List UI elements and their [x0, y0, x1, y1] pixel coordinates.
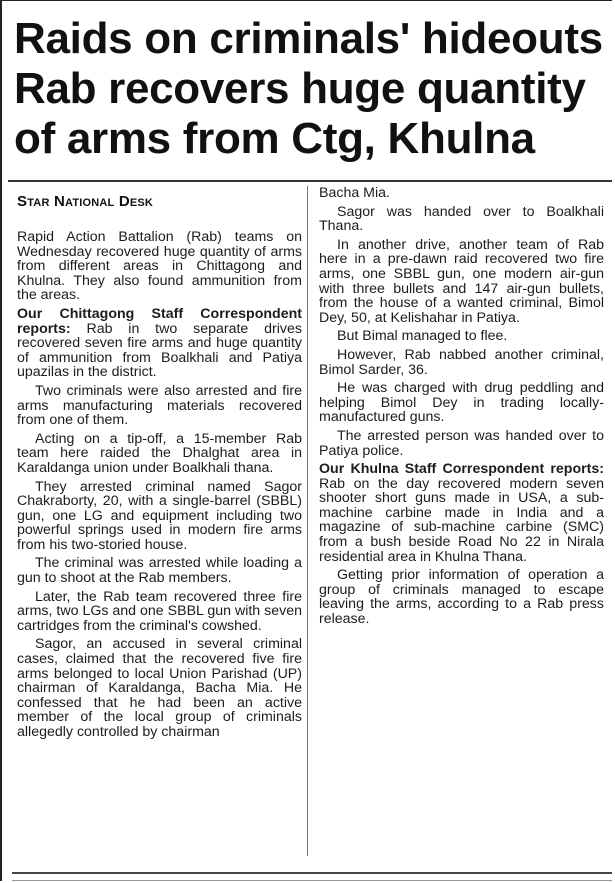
- body-paragraph: Later, the Rab team recovered three fire arms, two LGs and one SBBL gun with seven cartridges from the criminal's cowshed.: [17, 588, 302, 634]
- body-paragraph: In another drive, another team of Rab here in a pre-dawn raid recovered two fire arms, one SBBL gun, one modern air-gun with three bullets and 147 air-gun bullets, from the house of a wanted criminal, Bimol Dey, 50, at Kelishahar in Patiya.: [319, 236, 604, 326]
- body-paragraph: However, Rab nabbed another criminal, Bimol Sarder, 36.: [319, 346, 604, 378]
- khulna-body: Rab on the day recovered modern seven shooter short guns made in USA, a sub-machine carbine made in India and a magazine of sub-machine carbine (SMC) from a bush beside Road No 22 in Nirala residential area in Khulna Thana.: [319, 475, 604, 565]
- body-paragraph: Sagor was handed over to Boalkhali Thana.: [319, 203, 604, 235]
- column-divider: [307, 186, 308, 856]
- body-paragraph: Acting on a tip-off, a 15-member Rab team here raided the Dhalghat area in Karaldanga union under Boalkhali thana.: [17, 430, 302, 476]
- body-paragraph: Two criminals were also arrested and fire arms manufacturing materials recovered from one of them.: [17, 382, 302, 429]
- bottom-border: [12, 872, 612, 881]
- chittagong-body: Rab in two separate drives recovered seven fire arms and huge quantity of ammunition from Boalkhali and Patiya upazilas in the district.: [17, 320, 302, 381]
- headline-rule: [8, 180, 612, 182]
- byline-text: Star National Desk: [17, 193, 154, 210]
- chittagong-lead: Our Chittagong Staff Correspondent reports:: [17, 305, 302, 337]
- headline-line-3: of arms from Ctg, Khulna: [14, 114, 535, 163]
- khulna-paragraph: [319, 462, 604, 564]
- left-column: [17, 230, 302, 744]
- body-paragraph: Getting prior information of operation a group of criminals managed to escape leaving the arms, according to a Rab press release.: [319, 567, 604, 628]
- byline: [17, 193, 153, 210]
- body-paragraph: Sagor, an accused in several criminal cases, claimed that the recovered five fire arms belonged to local Union Parishad (UP) chairman of Karaldanga, Bacha Mia. He confessed that he had been an active member of the local group of criminals allegedly controlled by chairman: [17, 636, 302, 740]
- body-paragraph: He was charged with drug peddling and helping Bimol Dey in trading locally-manufactured guns.: [319, 380, 604, 426]
- khulna-lead: Our Khulna Staff Correspondent reports:: [319, 461, 604, 478]
- body-paragraph: The arrested person was handed over to Patiya police.: [319, 427, 604, 459]
- body-paragraph: Bacha Mia.: [319, 185, 390, 201]
- right-column: [319, 186, 604, 631]
- body-paragraph: They arrested criminal named Sagor Chakraborty, 20, with a single-barrel (SBBL) gun, one LG and equipment including two powerful springs used in modern fire arms from his two-storied house.: [17, 478, 302, 553]
- body-paragraph: The criminal was arrested while loading a gun to shoot at the Rab members.: [17, 555, 302, 587]
- body-paragraph: But Bimal managed to flee.: [337, 328, 508, 345]
- body-paragraph: Rapid Action Battalion (Rab) teams on Wednesday recovered huge quantity of arms from different areas in Chittagong and Khulna. They also found ammunition from the areas.: [17, 229, 302, 304]
- headline-line-2: Rab recovers huge quantity: [14, 64, 586, 113]
- headline-line-1: Raids on criminals' hideouts: [14, 14, 603, 63]
- chittagong-paragraph: [17, 307, 302, 380]
- headline: [14, 14, 614, 164]
